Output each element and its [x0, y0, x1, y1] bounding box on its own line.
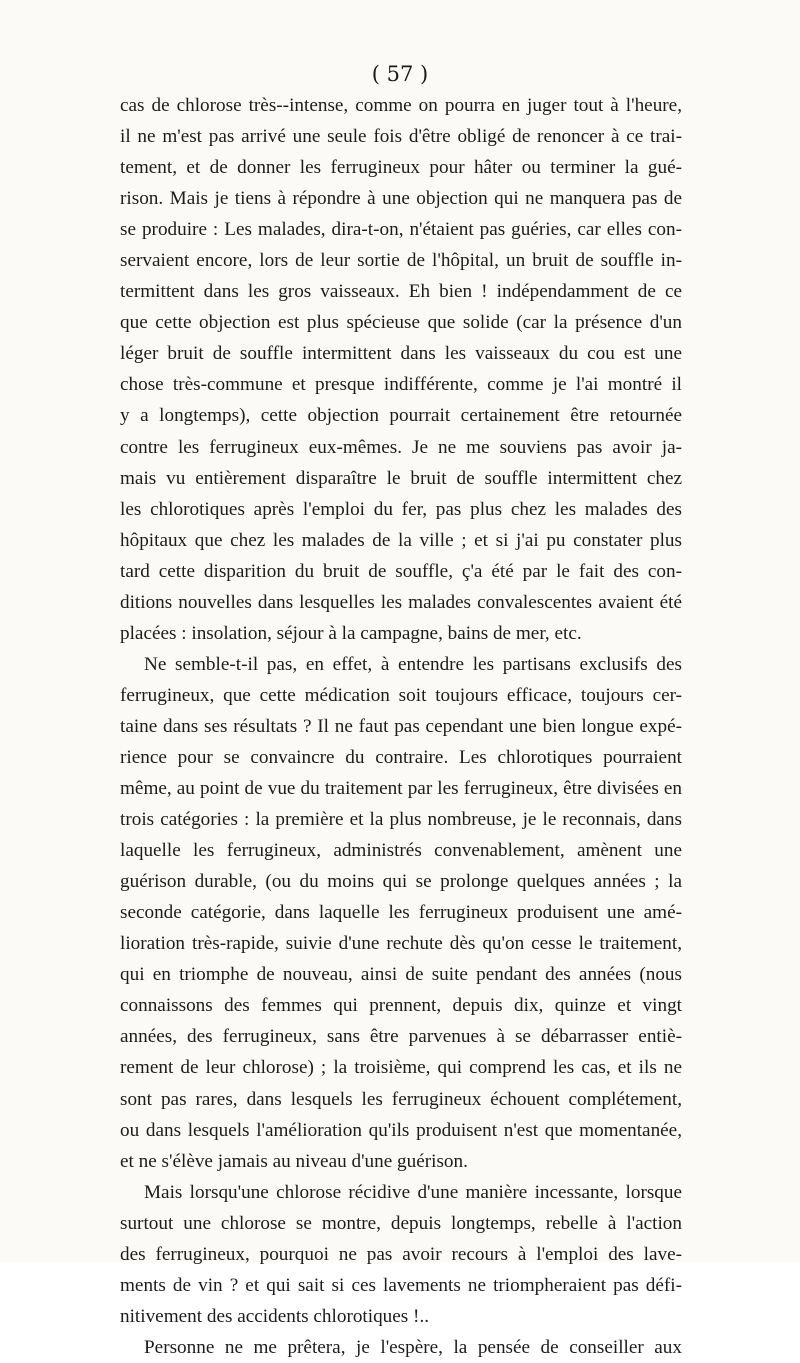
text-line: surtout une chlorose se montre, depuis longtemps, rebelle à l'action — [120, 1212, 682, 1234]
text-line: placées : insolation, séjour à la campagne, bains de mer, etc. — [120, 622, 582, 644]
text-line: léger bruit de souffle intermittent dans les vaisseaux du cou est une — [120, 343, 682, 365]
text-line: termittent dans les gros vaisseaux. Eh bien ! indépendamment de ce — [120, 281, 682, 303]
text-line: mais vu entièrement disparaître le bruit de souffle intermittent chez — [120, 467, 682, 489]
text-line: se produire : Les malades, dira-t-on, n'étaient pas guéries, car elles con- — [120, 219, 682, 241]
text-line: chose très-commune et presque indifférente, comme je l'ai montré il — [120, 374, 682, 396]
text-line: hôpitaux que chez les malades de la ville ; et si j'ai pu constater plus — [120, 529, 682, 551]
text-line: y a longtemps), cette objection pourrait certainement être retournée — [120, 405, 682, 427]
text-line: années, des ferrugineux, sans être parvenues à se débarrasser entiè- — [120, 1026, 682, 1048]
page-number: ( 57 ) — [371, 62, 429, 86]
text-line: tard cette disparition du bruit de souffle, ç'a été par le fait des con- — [120, 560, 682, 582]
text-line: lioration très-rapide, suivie d'une rechute dès qu'on cesse le traitement, — [120, 933, 682, 955]
text-line: servaient encore, lors de leur sortie de l'hôpital, un bruit de souffle in- — [120, 250, 682, 272]
text-line: les chlorotiques après l'emploi du fer, pas plus chez les malades des — [120, 498, 682, 520]
text-line: ou dans lesquels l'amélioration qu'ils produisent n'est que momentanée, — [120, 1119, 682, 1141]
text-line: rison. Mais je tiens à répondre à une objection qui ne manquera pas de — [120, 188, 682, 210]
body-text — [120, 90, 682, 1363]
text-line: Personne ne me prêtera, je l'espère, la pensée de conseiller aux — [144, 1336, 682, 1358]
text-line: rement de leur chlorose) ; la troisième, qui comprend les cas, et ils ne — [120, 1057, 682, 1079]
text-line: Ne semble-t-il pas, en effet, à entendre les partisans exclusifs des — [144, 653, 682, 675]
text-line: il ne m'est pas arrivé une seule fois d'être obligé de renoncer à ce trai- — [120, 126, 682, 148]
text-line: cas de chlorose très--intense, comme on pourra en juger tout à l'heure, — [120, 95, 682, 116]
text-line: que cette objection est plus spécieuse que solide (car la présence d'un — [120, 312, 682, 334]
text-line: nitivement des accidents chlorotiques !.. — [120, 1305, 430, 1327]
text-line: ments de vin ? et qui sait si ces lavements ne triompheraient pas défi- — [120, 1274, 682, 1296]
text-line: tement, et de donner les ferrugineux pour hâter ou terminer la gué- — [120, 157, 682, 179]
text-line: Mais lorsqu'une chlorose récidive d'une manière incessante, lorsque — [144, 1181, 682, 1203]
text-line: même, au point de vue du traitement par les ferrugineux, être divisées en — [120, 778, 682, 800]
text-line: contre les ferrugineux eux-mêmes. Je ne me souviens pas avoir ja- — [120, 436, 682, 458]
text-line: rience pour se convaincre du contraire. Les chlorotiques pourraient — [120, 746, 682, 768]
text-line: trois catégories : la première et la plus nombreuse, je le reconnais, dans — [120, 809, 682, 831]
text-line: qui en triomphe de nouveau, ainsi de suite pendant des années (nous — [120, 964, 682, 986]
text-line: guérison durable, (ou du moins qui se prolonge quelques années ; la — [120, 871, 682, 893]
text-line: et ne s'élève jamais au niveau d'une guérison. — [120, 1150, 468, 1172]
text-line: sont pas rares, dans lesquels les ferrugineux échouent complétement, — [120, 1088, 682, 1110]
text-line: connaissons des femmes qui prennent, depuis dix, quinze et vingt — [120, 995, 682, 1017]
text-line: seconde catégorie, dans laquelle les ferrugineux produisent une amé- — [120, 902, 682, 924]
text-line: taine dans ses résultats ? Il ne faut pas cependant une bien longue expé- — [120, 715, 682, 737]
text-line: laquelle les ferrugineux, administrés convenablement, amènent une — [120, 840, 682, 862]
text-line: ferrugineux, que cette médication soit toujours efficace, toujours cer- — [120, 684, 682, 706]
text-line: ditions nouvelles dans lesquelles les malades convalescentes avaient été — [120, 591, 682, 613]
text-line: des ferrugineux, pourquoi ne pas avoir recours à l'emploi des lave- — [120, 1243, 682, 1265]
